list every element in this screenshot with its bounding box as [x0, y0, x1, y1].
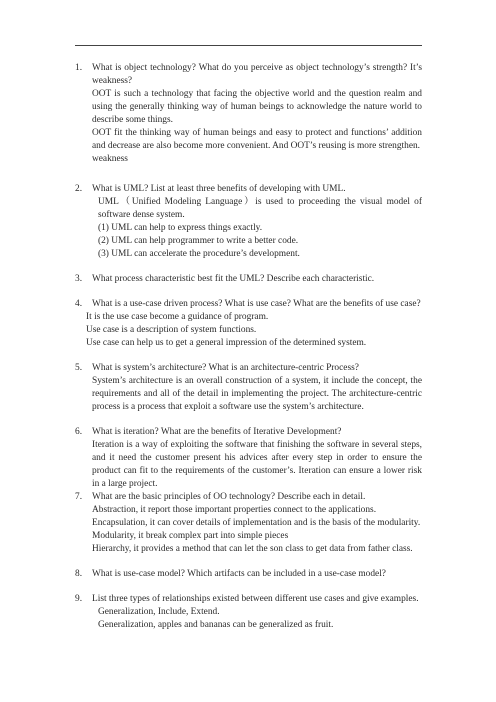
answer-paragraph: Use case can help us to get a general impression of the determined system.: [86, 338, 367, 348]
question-text: What is system’s architecture? What is an architecture-centric Process?: [92, 363, 359, 373]
document-body: [75, 62, 422, 632]
answer-paragraph: Modularity, it break complex part into simple pieces: [92, 531, 289, 541]
question-text: What is UML? List at least three benefits of developing with UML.: [92, 184, 346, 194]
answer-paragraph: weakness: [92, 154, 128, 164]
question-2: [75, 183, 422, 261]
question-number: 7.: [75, 492, 83, 502]
question-1: [75, 62, 422, 166]
question-number: 2.: [75, 184, 83, 194]
answer-paragraph: Encapsulation, it can cover details of implementation and is the basis of the modularity.: [92, 518, 421, 528]
question-number: 3.: [75, 274, 83, 284]
answer-paragraph: Hierarchy, it provides a method that can let the son class to get data from father class.: [92, 544, 413, 554]
question-text: What are the basic principles of OO technology? Describe each in detail.: [92, 492, 366, 502]
question-text: What is use-case model? Which artifacts can be included in a use-case model?: [92, 569, 386, 579]
answer-list-item: (3) UML can accelerate the procedure’s development.: [98, 249, 300, 259]
answer-paragraph: Use case is a description of system functions.: [86, 325, 257, 335]
answer-paragraph: System’s architecture is an overall construction of a system, it include the concept, the requirements and all of the detail in implementing the project. The architecture-centric process is a process that exploit a software use the system’s architecture.: [92, 376, 422, 412]
question-8: [75, 568, 422, 581]
answer-paragraph: OOT fit the thinking way of human beings and easy to protect and functions’ addition and decrease are also become more convenient. And OOT’s reusing is more strengthen.: [92, 128, 422, 151]
question-text: What is a use-case driven process? What is use case? What are the benefits of use case?: [92, 299, 421, 309]
question-3: [75, 273, 422, 286]
question-4: [75, 298, 422, 311]
answer-paragraph: Generalization, Include, Extend.: [98, 607, 220, 617]
answer-list-item: (1) UML can help to express things exactly.: [98, 223, 263, 233]
question-9: [75, 593, 422, 632]
question-number: 9.: [75, 594, 83, 604]
answer-paragraph: Generalization, apples and bananas can be generalized as fruit.: [98, 620, 334, 630]
question-7: [75, 491, 422, 556]
answer-paragraph: Iteration is a way of exploiting the software that finishing the software in several steps, and it need the customer present his advices after every step in order to ensure the product can fit to the requirements of the customer’s. Iteration can ensure a lower risk in a large project.: [92, 440, 422, 489]
question-number: 1.: [75, 63, 83, 73]
answer-paragraph: Abstraction, it report those important properties connect to the applications.: [92, 505, 377, 515]
question-number: 4.: [75, 299, 83, 309]
question-text: What is iteration? What are the benefits of Iterative Development?: [92, 427, 342, 437]
question-6: [75, 426, 422, 491]
question-text: What is object technology? What do you perceive as object technology’s strength? It’s weakness?: [92, 63, 422, 86]
question-text: What process characteristic best fit the UML? Describe each characteristic.: [92, 274, 375, 284]
header-rule: [75, 45, 422, 46]
question-5: [75, 362, 422, 414]
answer-paragraph: OOT is such a technology that facing the objective world and the question realm and using the generally thinking way of human beings to acknowledge the nature world to describe some things.: [92, 89, 422, 125]
question-text: List three types of relationships existed between different use cases and give examples.: [92, 594, 419, 604]
answer-paragraph: It is the use case become a guidance of program.: [86, 312, 269, 322]
answer-list-item: (2) UML can help programmer to write a better code.: [98, 236, 299, 246]
question-number: 5.: [75, 363, 83, 373]
question-number: 8.: [75, 569, 83, 579]
question-number: 6.: [75, 427, 83, 437]
answer-paragraph: UML（Unified Modeling Language）is used to proceeding the visual model of software dense system.: [98, 197, 422, 220]
